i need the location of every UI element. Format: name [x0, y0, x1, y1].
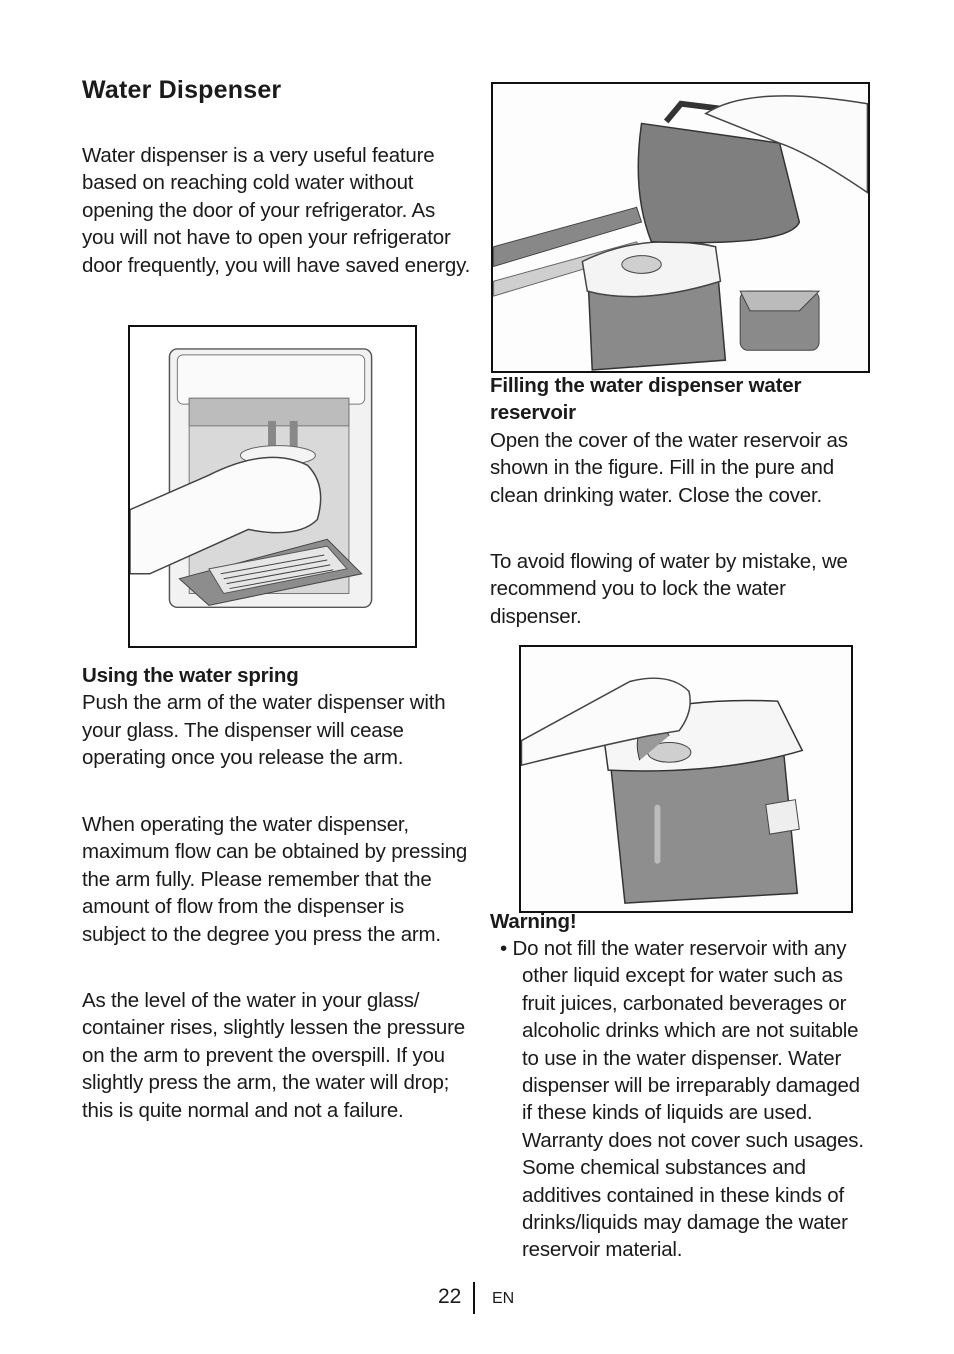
language-code: EN	[492, 1290, 515, 1307]
using-paragraph-2: When operating the water dispenser, maximum flow can be obtained by pressing the arm fully. Please remember that the amount of flow from the dispenser is subject to the degree you press the arm.	[82, 813, 468, 946]
warning-list	[490, 935, 872, 1264]
filling-section	[490, 372, 870, 509]
page-number: 22	[438, 1285, 462, 1308]
using-paragraph-3: As the level of the water in your glass/ container rises, slightly lessen the pressure on the arm to prevent the overspill. If you slightly press the arm, the water will drop; this is quite normal and not a failure.	[82, 989, 465, 1122]
filling-paragraph-1: Open the cover of the water reservoir as shown in the figure. Fill in the pure and clean drinking water. Close the cover.	[490, 428, 848, 507]
filling-heading: Filling the water dispenser water reservoir	[490, 374, 802, 425]
using-section	[82, 662, 472, 772]
warning-heading: Warning!	[490, 910, 577, 933]
dispenser-glass-illustration	[128, 325, 417, 648]
filling-paragraph-2: To avoid flowing of water by mistake, we recommend you to lock the water dispenser.	[490, 550, 848, 628]
footer-divider	[473, 1282, 475, 1314]
using-paragraph-1: Push the arm of the water dispenser with your glass. The dispenser will cease operating once you release the arm.	[82, 691, 446, 770]
filling-reservoir-illustration	[491, 82, 870, 373]
page-title: Water Dispenser	[82, 76, 282, 104]
intro-paragraph: Water dispenser is a very useful feature based on reaching cold water without opening the door of your refrigerator. As you will not have to open your refrigerator door frequently, you will have saved energy.	[82, 144, 471, 277]
warning-bullet: • Do not fill the water reservoir with any other liquid except for water such as fruit juices, carbonated beverages or alcoholic drinks which are not suitable to use in the water dispenser. Water dispenser will be irreparably damaged if these kinds of liquids are used. Warranty does not cover such usages. Some chemical substances and additives contained in these kinds of drinks/liquids may damage the water reservoir material.	[500, 937, 864, 1262]
using-heading: Using the water spring	[82, 664, 299, 687]
reservoir-cover-illustration	[519, 645, 853, 913]
